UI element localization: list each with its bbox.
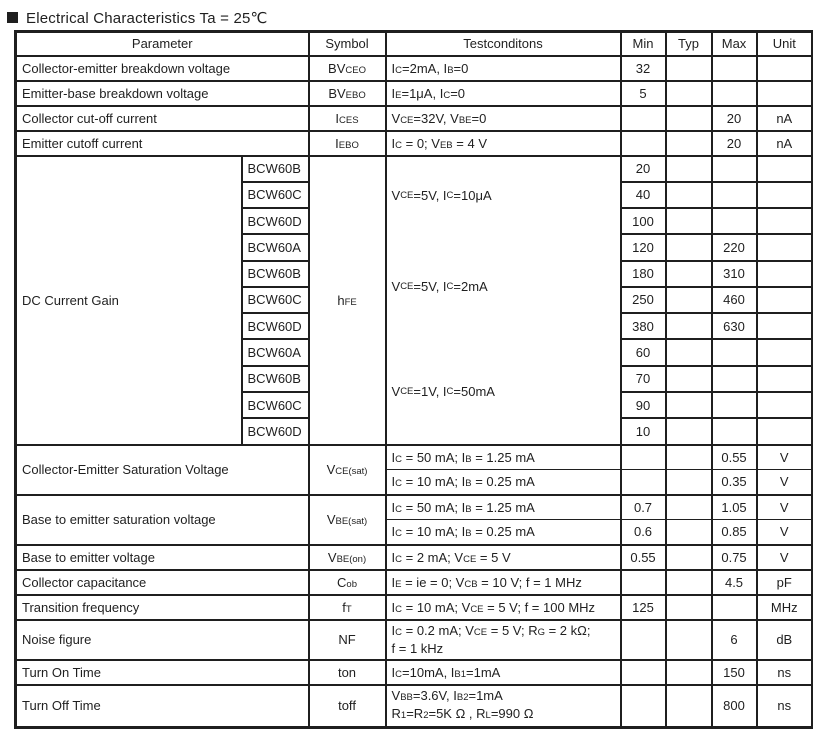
row-dc-current-gain — [16, 156, 813, 182]
parameter-cell: DC Current Gain — [16, 156, 242, 445]
max-cell: 0.35 — [712, 470, 757, 495]
typ-cell — [666, 570, 712, 595]
symbol-cell: hFE — [309, 156, 386, 445]
unit-cell — [757, 392, 813, 418]
max-cell — [712, 56, 757, 81]
row-base-emitter-saturation-voltage — [16, 495, 813, 520]
typ-cell — [666, 131, 712, 156]
min-cell: 120 — [621, 234, 666, 260]
device-cell: BCW60A — [242, 339, 309, 365]
device-cell: BCW60B — [242, 261, 309, 287]
symbol-cell: NF — [309, 620, 386, 660]
min-cell: 380 — [621, 313, 666, 339]
max-cell — [712, 156, 757, 182]
unit-cell: ns — [757, 660, 813, 685]
hfe-conditions — [387, 157, 620, 444]
unit-cell: V — [757, 545, 813, 570]
section-bullet-icon — [7, 12, 18, 23]
max-cell: 4.5 — [712, 570, 757, 595]
parameter-cell: Transition frequency — [16, 595, 309, 620]
typ-cell — [666, 445, 712, 470]
device-cell: BCW60A — [242, 234, 309, 260]
typ-cell — [666, 287, 712, 313]
testcondition-cell: IC = 0; VEB = 4 V — [386, 131, 621, 156]
typ-cell — [666, 106, 712, 131]
max-cell: 0.85 — [712, 520, 757, 545]
unit-cell — [757, 56, 813, 81]
unit-cell: nA — [757, 131, 813, 156]
testcondition-cell: IC = 50 mA; IB = 1.25 mA — [386, 495, 621, 520]
header-parameter: Parameter — [16, 32, 309, 56]
max-cell: 800 — [712, 685, 757, 728]
unit-cell: ns — [757, 685, 813, 728]
max-cell — [712, 392, 757, 418]
min-cell: 60 — [621, 339, 666, 365]
row-base-emitter-voltage — [16, 545, 813, 570]
header-max: Max — [712, 32, 757, 56]
typ-cell — [666, 545, 712, 570]
typ-cell — [666, 313, 712, 339]
section-title-text: Electrical Characteristics Ta = 25℃ — [26, 9, 268, 27]
header-row — [16, 32, 813, 56]
symbol-cell: fT — [309, 595, 386, 620]
testcondition-cell: IC = 10 mA; IB = 0.25 mA — [386, 470, 621, 495]
max-cell: 0.75 — [712, 545, 757, 570]
typ-cell — [666, 495, 712, 520]
row-emitter-cutoff-current — [16, 131, 813, 156]
min-cell: 0.55 — [621, 545, 666, 570]
testcondition-cell: IC = 2 mA; VCE = 5 V — [386, 545, 621, 570]
device-cell: BCW60D — [242, 208, 309, 234]
min-cell: 20 — [621, 156, 666, 182]
unit-cell: MHz — [757, 595, 813, 620]
min-cell — [621, 685, 666, 728]
testcondition-cell: IC = 10 mA; VCE = 5 V; f = 100 MHz — [386, 595, 621, 620]
typ-cell — [666, 520, 712, 545]
unit-cell: V — [757, 520, 813, 545]
testcondition-cell: IE=1μA, IC=0 — [386, 81, 621, 106]
unit-cell — [757, 418, 813, 444]
electrical-characteristics-table — [14, 30, 813, 729]
device-cell: BCW60B — [242, 156, 309, 182]
max-cell — [712, 208, 757, 234]
testcondition-cell — [386, 156, 621, 445]
unit-cell — [757, 234, 813, 260]
max-cell: 310 — [712, 261, 757, 287]
typ-cell — [666, 660, 712, 685]
max-cell: 0.55 — [712, 445, 757, 470]
unit-cell — [757, 313, 813, 339]
min-cell — [621, 106, 666, 131]
symbol-cell: IEBO — [309, 131, 386, 156]
typ-cell — [666, 182, 712, 208]
symbol-cell: ICES — [309, 106, 386, 131]
max-cell: 630 — [712, 313, 757, 339]
parameter-cell: Collector capacitance — [16, 570, 309, 595]
min-cell: 40 — [621, 182, 666, 208]
device-cell: BCW60B — [242, 366, 309, 392]
typ-cell — [666, 595, 712, 620]
min-cell: 5 — [621, 81, 666, 106]
parameter-cell: Base to emitter saturation voltage — [16, 495, 309, 545]
unit-cell — [757, 156, 813, 182]
parameter-cell: Collector-emitter breakdown voltage — [16, 56, 309, 81]
min-cell: 0.6 — [621, 520, 666, 545]
unit-cell — [757, 261, 813, 287]
hfe-condition-group-3: V CE =1V, I C =50mA — [391, 383, 495, 399]
device-cell: BCW60D — [242, 418, 309, 444]
section-title — [0, 0, 813, 27]
max-cell: 220 — [712, 234, 757, 260]
row-emitter-base-breakdown-voltage — [16, 81, 813, 106]
max-cell: 6 — [712, 620, 757, 660]
min-cell: 32 — [621, 56, 666, 81]
min-cell: 10 — [621, 418, 666, 444]
typ-cell — [666, 156, 712, 182]
typ-cell — [666, 470, 712, 495]
max-cell: 460 — [712, 287, 757, 313]
testcondition-cell: IC = 0.2 mA; VCE = 5 V; RG = 2 kΩ; f = 1 kHz — [386, 620, 621, 660]
min-cell: 70 — [621, 366, 666, 392]
unit-cell: V — [757, 445, 813, 470]
max-cell — [712, 418, 757, 444]
typ-cell — [666, 392, 712, 418]
unit-cell: nA — [757, 106, 813, 131]
min-cell: 180 — [621, 261, 666, 287]
typ-cell — [666, 685, 712, 728]
row-collector-emitter-saturation-voltage — [16, 445, 813, 470]
row-turn-off-time — [16, 685, 813, 728]
testcondition-cell: VBB=3.6V, IB2=1mA R1=R2=5K Ω , RL=990 Ω — [386, 685, 621, 728]
min-cell — [621, 620, 666, 660]
testcondition-cell: IC = 10 mA; IB = 0.25 mA — [386, 520, 621, 545]
min-cell: 125 — [621, 595, 666, 620]
unit-cell — [757, 81, 813, 106]
unit-cell — [757, 287, 813, 313]
symbol-cell: VBE(on) — [309, 545, 386, 570]
parameter-cell: Noise figure — [16, 620, 309, 660]
min-cell: 90 — [621, 392, 666, 418]
min-cell — [621, 470, 666, 495]
max-cell: 20 — [712, 106, 757, 131]
unit-cell — [757, 208, 813, 234]
row-transition-frequency — [16, 595, 813, 620]
min-cell — [621, 131, 666, 156]
min-cell: 250 — [621, 287, 666, 313]
parameter-cell: Base to emitter voltage — [16, 545, 309, 570]
device-cell: BCW60C — [242, 182, 309, 208]
max-cell: 150 — [712, 660, 757, 685]
header-typ: Typ — [666, 32, 712, 56]
device-cell: BCW60C — [242, 392, 309, 418]
max-cell: 20 — [712, 131, 757, 156]
typ-cell — [666, 234, 712, 260]
max-cell — [712, 366, 757, 392]
row-noise-figure — [16, 620, 813, 660]
hfe-condition-group-1: V CE =5V, I C =10μA — [391, 188, 492, 204]
testcondition-cell: IC = 50 mA; IB = 1.25 mA — [386, 445, 621, 470]
unit-cell: V — [757, 495, 813, 520]
testcondition-cell: IE = ie = 0; VCB = 10 V; f = 1 MHz — [386, 570, 621, 595]
typ-cell — [666, 339, 712, 365]
parameter-cell: Emitter-base breakdown voltage — [16, 81, 309, 106]
row-collector-cutoff-current — [16, 106, 813, 131]
device-cell: BCW60D — [242, 313, 309, 339]
unit-cell: V — [757, 470, 813, 495]
symbol-cell: BVCEO — [309, 56, 386, 81]
parameter-cell: Turn Off Time — [16, 685, 309, 728]
row-collector-emitter-breakdown-voltage — [16, 56, 813, 81]
testcondition-cell: IC=2mA, IB=0 — [386, 56, 621, 81]
row-turn-on-time — [16, 660, 813, 685]
min-cell — [621, 445, 666, 470]
symbol-cell: VBE(sat) — [309, 495, 386, 545]
max-cell — [712, 595, 757, 620]
typ-cell — [666, 81, 712, 106]
device-cell: BCW60C — [242, 287, 309, 313]
parameter-cell: Turn On Time — [16, 660, 309, 685]
min-cell: 0.7 — [621, 495, 666, 520]
unit-cell — [757, 339, 813, 365]
max-cell — [712, 339, 757, 365]
typ-cell — [666, 620, 712, 660]
min-cell — [621, 570, 666, 595]
symbol-cell: toff — [309, 685, 386, 728]
min-cell: 100 — [621, 208, 666, 234]
header-testconditions: Testconditons — [386, 32, 621, 56]
min-cell — [621, 660, 666, 685]
typ-cell — [666, 418, 712, 444]
typ-cell — [666, 261, 712, 287]
typ-cell — [666, 366, 712, 392]
typ-cell — [666, 56, 712, 81]
unit-cell: dB — [757, 620, 813, 660]
header-min: Min — [621, 32, 666, 56]
hfe-condition-group-2: V CE =5V, I C =2mA — [391, 279, 488, 295]
max-cell — [712, 81, 757, 106]
row-collector-capacitance — [16, 570, 813, 595]
header-symbol: Symbol — [309, 32, 386, 56]
parameter-cell: Emitter cutoff current — [16, 131, 309, 156]
header-unit: Unit — [757, 32, 813, 56]
max-cell: 1.05 — [712, 495, 757, 520]
unit-cell — [757, 366, 813, 392]
testcondition-cell: VCE=32V, VBE=0 — [386, 106, 621, 131]
parameter-cell: Collector cut-off current — [16, 106, 309, 131]
symbol-cell: VCE(sat) — [309, 445, 386, 495]
parameter-cell: Collector-Emitter Saturation Voltage — [16, 445, 309, 495]
typ-cell — [666, 208, 712, 234]
unit-cell — [757, 182, 813, 208]
symbol-cell: BVEBO — [309, 81, 386, 106]
symbol-cell: Cob — [309, 570, 386, 595]
max-cell — [712, 182, 757, 208]
symbol-cell: ton — [309, 660, 386, 685]
testcondition-cell: IC=10mA, IB1=1mA — [386, 660, 621, 685]
unit-cell: pF — [757, 570, 813, 595]
